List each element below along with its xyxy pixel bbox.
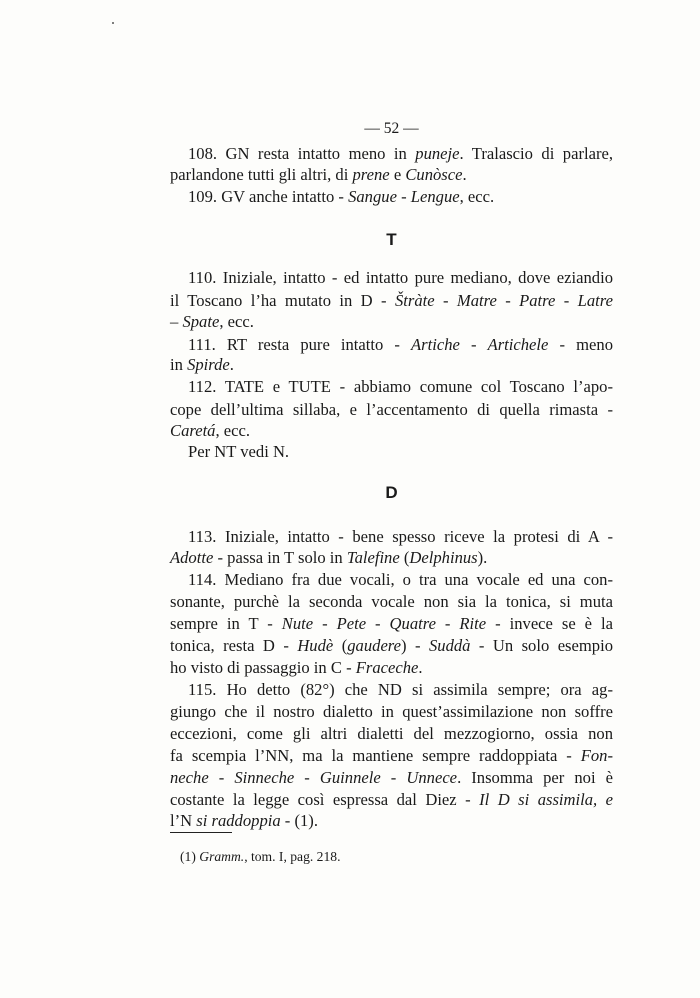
paragraph-114-line-4: tonica, resta D - Hudè (gaudere) - Suddà - Un solo esempio [170, 636, 613, 655]
paragraph-115-line-7: l’N si raddoppia - (1). [170, 811, 318, 830]
paragraph-110-line-1: 110. Iniziale, intatto - ed intatto pure mediano, dove eziandio [188, 268, 613, 287]
paragraph-113-line-1: 113. Iniziale, intatto - bene spesso riceve la protesi di A - [188, 527, 613, 546]
paragraph-111-line-2: in Spirde. [170, 355, 234, 374]
footnote: (1) Gramm., tom. I, pag. 218. [180, 849, 341, 864]
paragraph-112-line-3: Caretá, ecc. [170, 421, 251, 440]
paragraph-110-line-3: – Spate, ecc. [170, 312, 254, 331]
paragraph-115-line-5: neche - Sinneche - Guinnele - Unnece. Insomma per noi è [170, 768, 613, 787]
paragraph-108-line-2: parlandone tutti gli altri, di prene e Cunòsce. [170, 165, 467, 184]
paragraph-nt: Per NT vedi N. [188, 442, 290, 461]
paragraph-115-line-4: fa scempia l’NN, ma la mantiene sempre raddoppiata - Fon- [170, 746, 613, 765]
paragraph-112-line-1: 112. TATE e TUTE - abbiamo comune col Toscano l’apo- [188, 377, 613, 396]
paragraph-112-line-2: cope dell’ultima sillaba, e l’accentamento di quella rimasta - [170, 400, 613, 419]
footnote-rule [170, 832, 232, 833]
section-heading-t: T [386, 230, 397, 249]
paragraph-109: 109. GV anche intatto - Sangue - Lengue, ecc. [188, 187, 495, 206]
page-number: — 52 — [364, 120, 419, 137]
paragraph-114-line-5: ho visto di passaggio in C - Fraceche. [170, 658, 423, 677]
paragraph-108-line-1: 108. GN resta intatto meno in puneje. Tralascio di parlare, [188, 144, 613, 163]
paragraph-115-line-1: 115. Ho detto (82°) che ND si assimila sempre; ora ag- [188, 680, 613, 699]
paragraph-110-line-2: il Toscano l’ha mutato in D - Štràte - Matre - Patre - Latre [170, 291, 613, 310]
paragraph-113-line-2: Adotte - passa in T solo in Talefine (Delphinus). [170, 548, 488, 567]
paragraph-114-line-1: 114. Mediano fra due vocali, o tra una vocale ed una con- [188, 570, 613, 589]
paragraph-115-line-6: costante la legge così espressa dal Diez - Il D si assimila, e [170, 790, 613, 809]
paragraph-115-line-2: giungo che il nostro dialetto in quest’assimilazione non soffre [170, 702, 613, 721]
scan-speck [112, 22, 114, 24]
paragraph-114-line-2: sonante, purchè la seconda vocale non sia la tonica, si muta [170, 592, 613, 611]
paragraph-115-line-3: eccezioni, come gli altri dialetti del mezzogiorno, ossia non [170, 724, 613, 743]
paragraph-111-line-1: 111. RT resta pure intatto - Artiche - Artichele - meno [188, 335, 613, 354]
paragraph-114-line-3: sempre in T - Nute - Pete - Quatre - Rite - invece se è la [170, 614, 613, 633]
section-heading-d: D [385, 483, 398, 502]
